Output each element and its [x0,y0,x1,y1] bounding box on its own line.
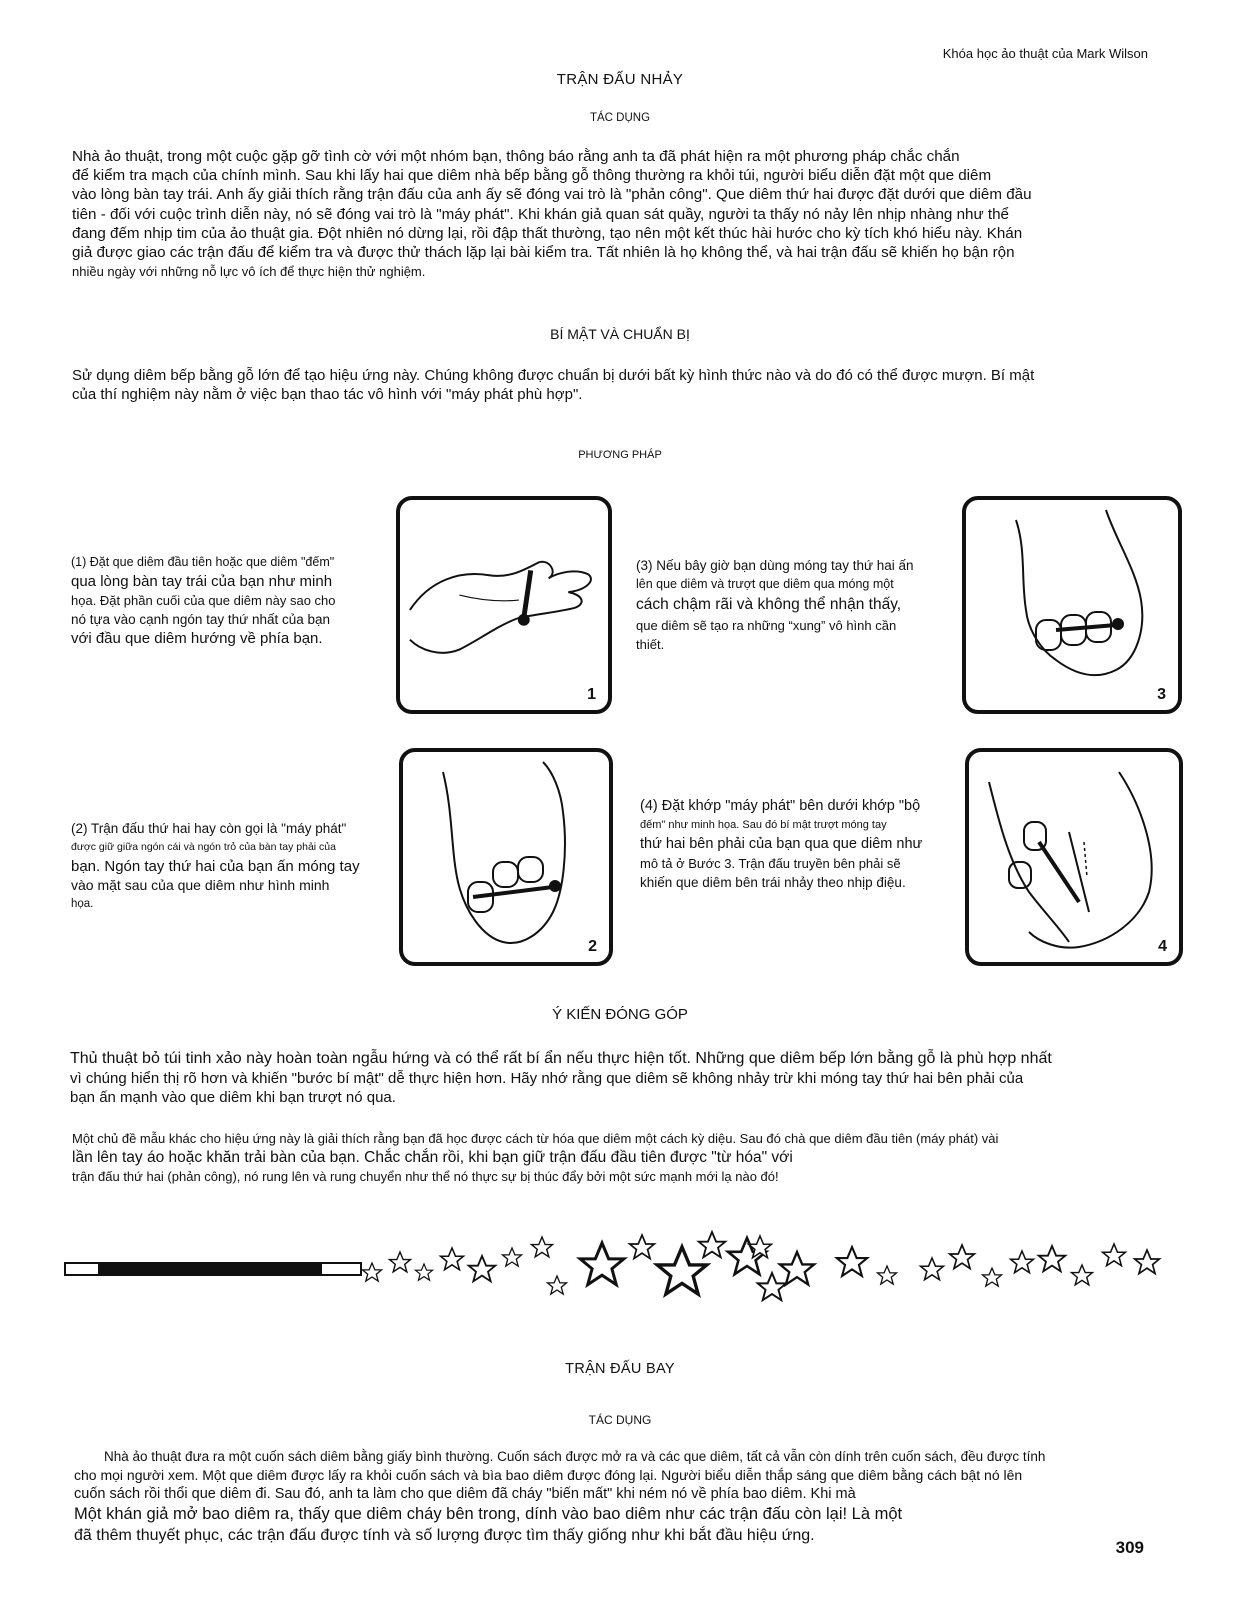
text-line: cuốn sách rồi thổi que diêm đi. Sau đó, anh ta làm cho que diêm đã cháy "biến mất" khi ném nó về phía bao diêm. Khi mà [74,1486,856,1502]
text-line: bạn ấn mạnh vào que diêm khi bạn trượt nó qua. [70,1089,396,1106]
figure-number: 2 [588,938,597,955]
text-line: thiết. [636,637,665,652]
text-line: vì chúng hiển thị rõ hơn và khiến "bước bí mật" dễ thực hiện hơn. Hãy nhớ rằng que diêm sẽ không nhảy trừ khi móng tay thứ hai bên phải của [70,1069,1024,1087]
text-line: lần lên tay áo hoặc khăn trải bàn của bạn. Chắc chắn rồi, khi bạn giữ trận đấu đầu tiên được "từ hóa" với [72,1149,793,1166]
text-line: Nhà ảo thuật, trong một cuộc gặp gỡ tình cờ với một nhóm bạn, thông báo rằng anh ta đã phát hiện ra một phương pháp chắc chắn [72,148,960,165]
hand-palm-illustration [400,500,608,710]
hand-match-illustration [966,500,1178,710]
figure-1 [396,496,612,714]
course-header: Khóa học ảo thuật của Mark Wilson [942,46,1148,61]
text-line: Sử dụng diêm bếp bằng gỗ lớn để tạo hiệu ứng này. Chúng không được chuẩn bị dưới bất kỳ hình thức nào và do đó có thể được mượn. Bí mật [72,367,1035,384]
step-4-text [640,797,950,892]
text-line: que diêm sẽ tạo ra những “xung” vô hình cần [636,618,897,633]
secret-paragraph [72,366,1162,404]
text-line: nó tựa vào cạnh ngón tay thứ nhất của bạn [71,612,331,627]
figure-number: 3 [1157,686,1166,703]
text-line: Nhà ảo thuật đưa ra một cuốn sách diêm bằng giấy bình thường. Cuốn sách được mở ra và các que diêm, tất cả vẫn còn dính trên cuốn sách, đều được tính [104,1449,1046,1464]
text-line: lên que diêm và trượt que diêm qua móng một [636,577,894,591]
figure-number: 4 [1158,938,1167,955]
effect-heading: TÁC DỤNG [589,112,651,124]
step-1-text [71,553,381,648]
text-line: Một chủ đề mẫu khác cho hiệu ứng này là giải thích rằng bạn đã học được cách từ hóa que diêm một cách kỳ diệu. Sau đó chà que diêm đầu tiên (máy phát) vài [72,1131,999,1146]
text-line: thứ hai bên phải của bạn qua que diêm như [640,836,923,852]
text-line: mô tả ở Bước 3. Trận đấu truyền bên phải sẽ [640,856,901,871]
text-line: (1) Đặt que diêm đầu tiên hoặc que diêm "đếm" [71,555,335,569]
secret-heading: BÍ MẬT VÀ CHUẨN BỊ [550,326,690,342]
text-line: khiến que diêm bên trái nhảy theo nhịp điệu. [640,875,906,890]
text-line: họa. Đặt phần cuối của que diêm này sao cho [71,593,336,608]
text-line: của thí nghiệm này nằm ở việc bạn thao tác vô hình với "máy phát phù hợp". [72,386,583,403]
figure-2 [399,748,613,966]
text-line: cho mọi người xem. Một que diêm được lấy ra khỏi cuốn sách và bìa bao diêm được đóng lại. Người biểu diễn thắp sáng que diêm bằng cách bật nó lên [74,1467,1023,1483]
section-2-title: TRẬN ĐẤU BAY [565,1361,675,1377]
text-line: (4) Đặt khớp "máy phát" bên dưới khớp "bộ [640,798,921,814]
figure-3 [962,496,1182,714]
step-3-text [636,556,946,654]
text-line: bạn. Ngón tay thứ hai của bạn ấn móng tay [71,858,360,875]
text-line: đang đếm nhịp tim của ảo thuật gia. Đột nhiên nó dừng lại, rồi đập thất thường, tạo nên một kết thúc hài hước cho kỳ tích khó hiểu này. Khán [72,224,1023,242]
text-line: cách chậm rãi và không thể nhận thấy, [636,596,902,613]
hand-pinch-illustration [403,752,609,962]
text-line: Thủ thuật bỏ túi tinh xảo này hoàn toàn ngẫu hứng và có thể rất bí ẩn nếu thực hiện tốt. Những que diêm bếp lớn bằng gỗ là phù hợp nhất [70,1050,1052,1067]
figure-4 [965,748,1183,966]
text-line: trận đấu thứ hai (phản công), nó rung lên và rung chuyển như thể nó thực sự bị thúc đẩy bởi một sức mạnh mới lạ nào đó! [72,1169,779,1184]
text-line: để kiểm tra mạch của chính mình. Sau khi lấy hai que diêm nhà bếp bằng gỗ thông thường ra khỏi túi, người biểu diễn đặt một que diêm [72,167,992,185]
method-heading: PHƯƠNG PHÁP [578,449,662,461]
text-line: tiên - đối với cuộc trình diễn này, nó sẽ đóng vai trò là "máy phát". Khi khán giả quan sát quầy, người ta thấy nó nảy lên nhịp nhàng như thể [72,205,1009,223]
effect-paragraph [72,147,1162,281]
text-line: đã thêm thuyết phục, các trận đấu được tính và số lượng được tìm thấy giống như khi bắt đầu hiệu ứng. [74,1527,815,1544]
text-line: đếm" như minh họa. Sau đó bí mật trượt móng tay [640,819,887,831]
section-2-effect-paragraph [74,1447,1174,1546]
text-line: vào mặt sau của que diêm như hình minh [71,877,330,893]
text-line: vào lòng bàn tay trái. Anh ấy giải thích rằng trận đấu của anh ấy sẽ đóng vai trò là "phản công". Que diêm thứ hai được đặt dưới que diêm đầu [72,186,1032,204]
section-title: TRẬN ĐẤU NHẢY [556,71,684,88]
text-line: Một khán giả mở bao diêm ra, thấy que diêm cháy bên trong, dính vào bao diêm như các trận đấu còn lại! Là một [74,1505,903,1523]
text-line: (2) Trận đấu thứ hai hay còn gọi là "máy phát" [71,821,347,836]
comments-paragraph [70,1049,1180,1108]
text-line: giả được giao các trận đấu để kiểm tra và được thử thách lặp lại bài kiểm tra. Tất nhiên là họ không thể, và hai trận đấu sẽ khiến họ bận rộn [72,244,1015,262]
text-line: (3) Nếu bây giờ bạn dùng móng tay thứ hai ấn [636,558,914,573]
comments-paragraph-2 [72,1129,1182,1186]
text-line: họa. [71,898,94,910]
page-number: 309 [1115,1538,1144,1557]
section-2-effect-heading: TÁC DỤNG [588,1413,652,1427]
text-line: qua lòng bàn tay trái của bạn như minh [71,573,333,590]
wand-divider [64,1262,362,1276]
step-2-text [71,819,381,914]
text-line: nhiều ngày với những nỗ lực vô ích để thực hiện thử nghiệm. [72,264,426,280]
text-line: được giữ giữa ngón cái và ngón trỏ của bàn tay phải của [71,841,336,853]
two-hands-illustration [969,752,1179,962]
comments-heading: Ý KIẾN ĐÓNG GÓP [552,1006,688,1023]
stars-decoration [352,1218,1182,1318]
text-line: với đầu que diêm hướng về phía bạn. [71,630,323,647]
figure-number: 1 [587,686,596,703]
